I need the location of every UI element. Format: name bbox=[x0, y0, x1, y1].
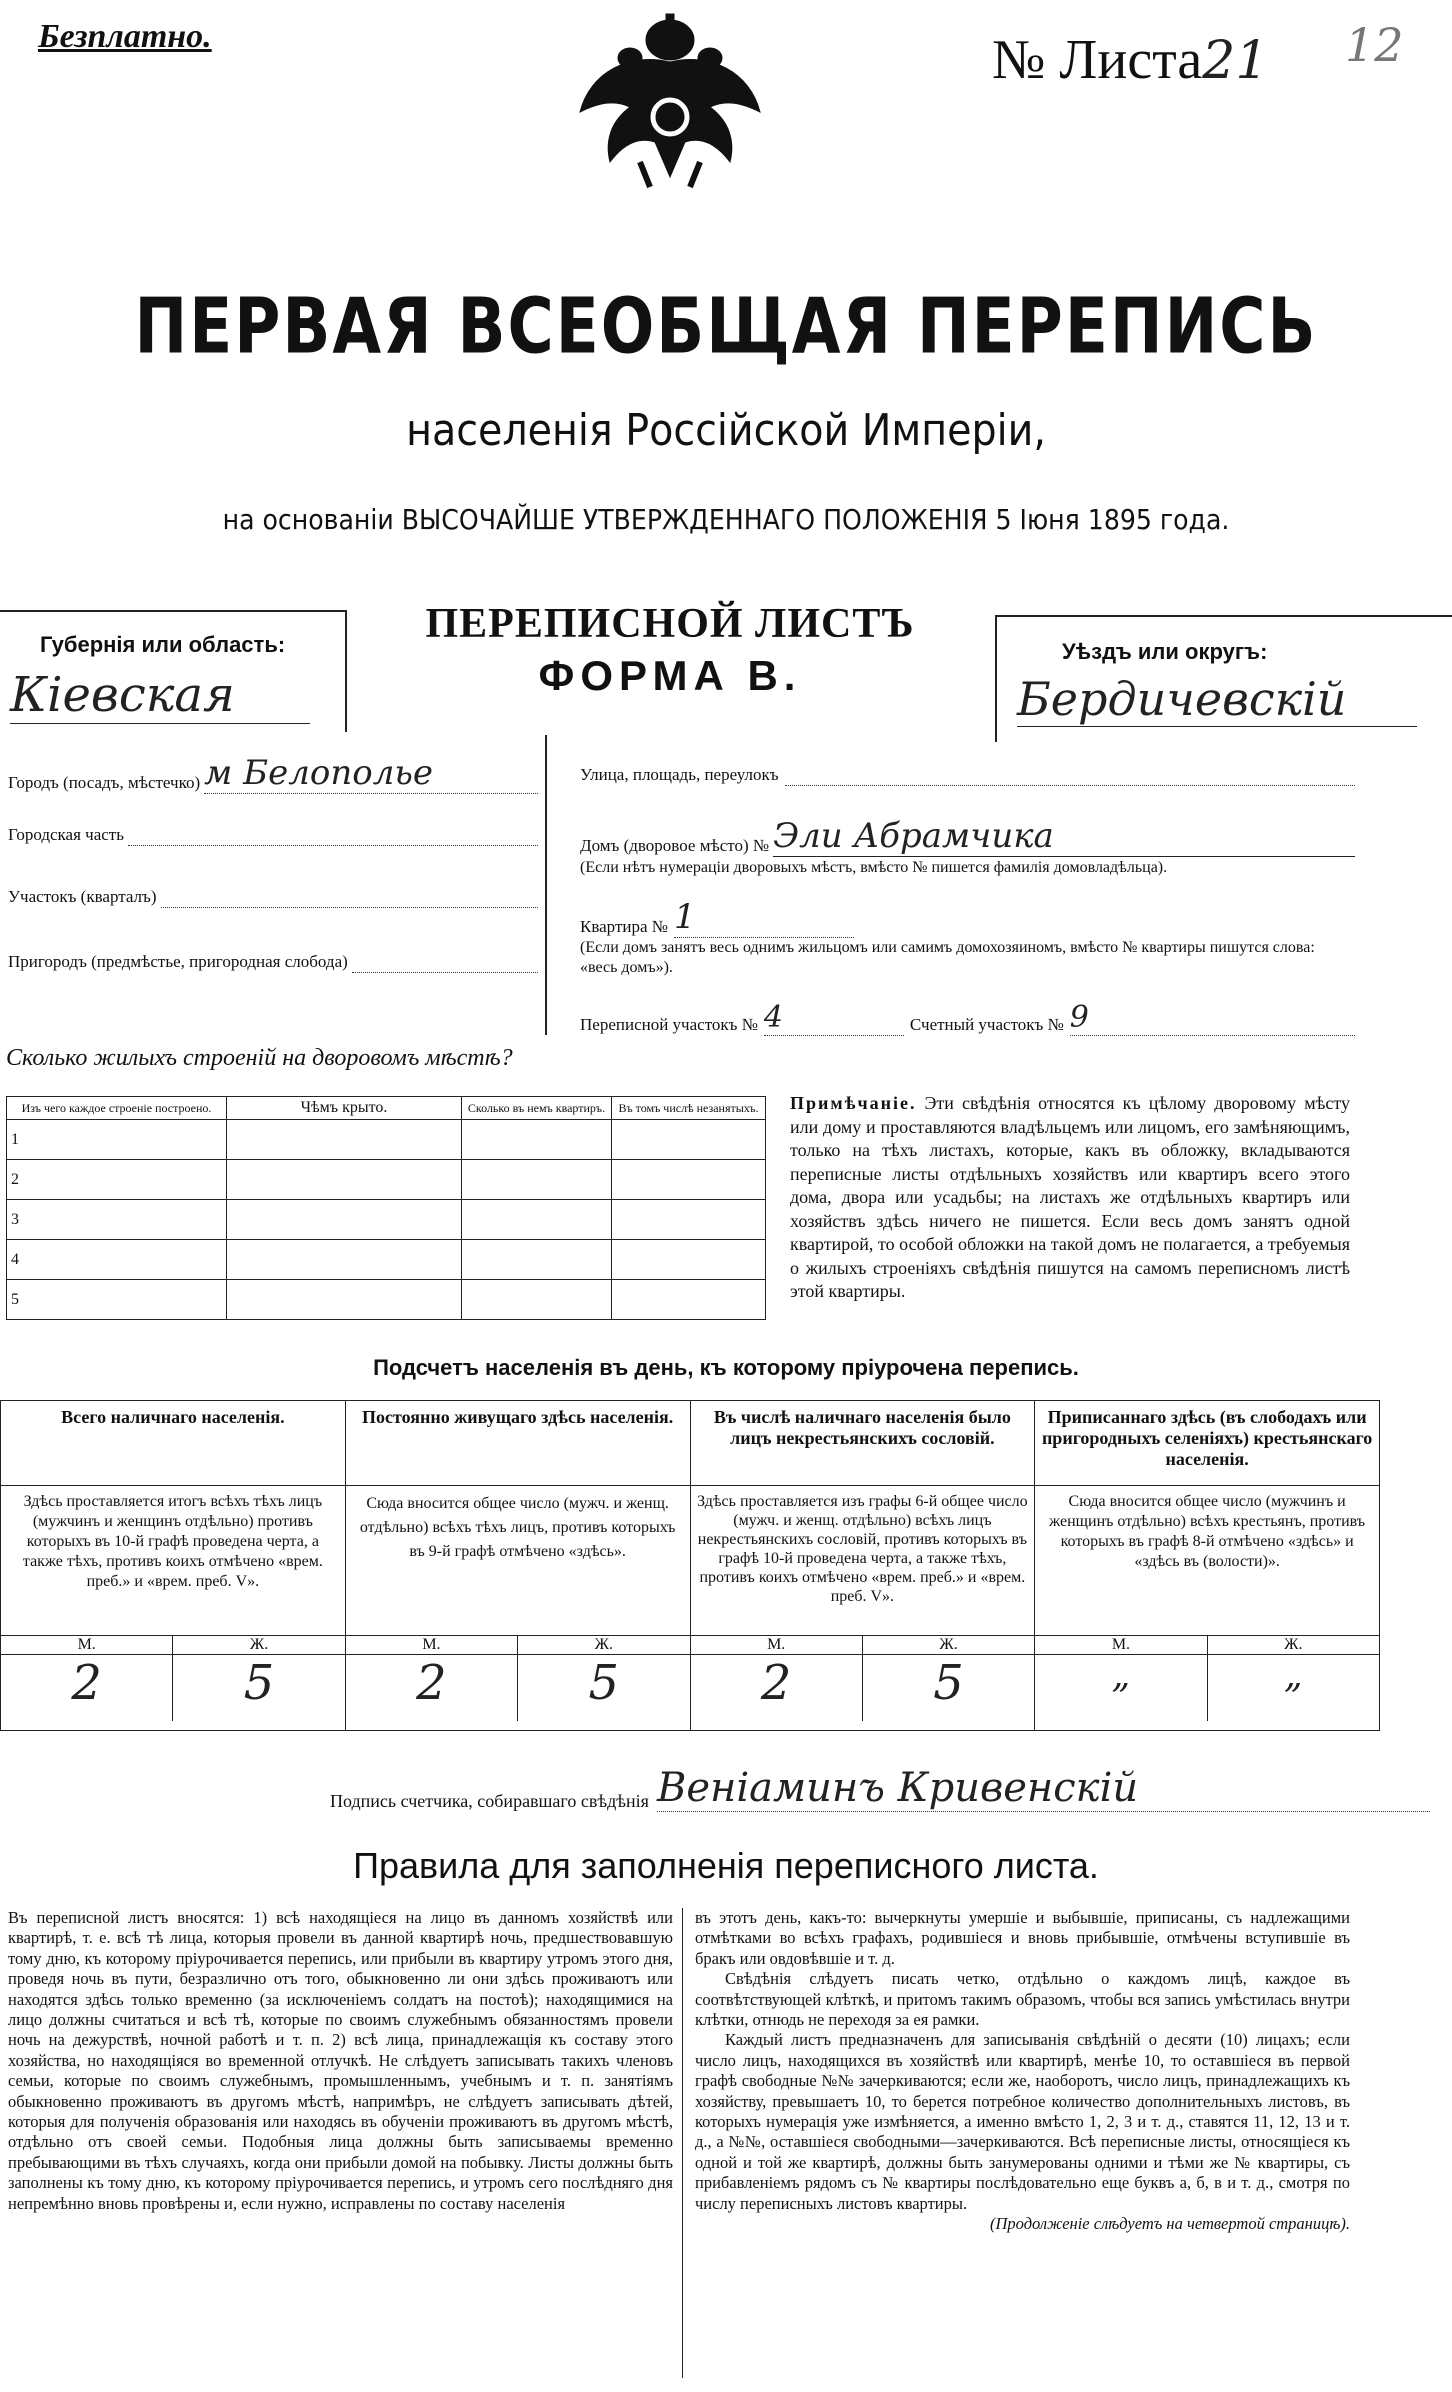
population-count-table bbox=[0, 1400, 1380, 1731]
count-head-nonpeasant: Въ числѣ наличнаго населенія было лицъ некрестьянскихъ сословій. bbox=[690, 1401, 1035, 1486]
field-apartment-label: Квартира № bbox=[580, 917, 669, 936]
count-cell-permanent bbox=[345, 1636, 690, 1731]
count-desc-permanent: Сюда вносится общее число (мужч. и женщ. отдѣльно) всѣхъ тѣхъ лицъ, противъ которыхъ въ 9-й графѣ отмѣчено «здѣсь». bbox=[345, 1486, 690, 1636]
permanent-male-value: 2 bbox=[346, 1655, 518, 1721]
count-area-value: 9 bbox=[1070, 1000, 1355, 1036]
buildings-col-apartments: Сколько въ немъ квартиръ. bbox=[462, 1097, 612, 1120]
corner-mark: 12 bbox=[1345, 18, 1404, 72]
field-house-value: Эли Абрамчика bbox=[773, 816, 1355, 857]
present-male-value: 2 bbox=[1, 1655, 173, 1721]
table-row bbox=[7, 1200, 766, 1240]
field-street-value bbox=[785, 785, 1355, 786]
gubernia-value: Кіевская bbox=[10, 667, 310, 724]
m-label: М. bbox=[346, 1636, 518, 1654]
f-label: Ж. bbox=[939, 1636, 958, 1653]
census-area-value: 4 bbox=[764, 1000, 904, 1036]
count-desc-nonpeasant: Здѣсь проставляется изъ графы 6-й общее число (мужч. и женщ. отдѣльно) всѣхъ лицъ некрестьянскихъ сословій, противъ которыхъ въ графѣ 10-й проведена черта, а также тѣхъ, противъ коихъ отмѣчено «врем. преб.» и «врем. преб. V». bbox=[690, 1486, 1035, 1636]
note-text: Эти свѣдѣнія относятся къ цѣлому дворовому мѣсту или дому и проставляются владѣльцемъ или лицомъ, его замѣняющимъ, только на тѣхъ листахъ, которые, какъ въ обложку, вкладываются переписные листы отдѣльныхъ хозяйствъ или квартиръ всего этого дома, двора или усадьбы; на листахъ же отдѣльныхъ квартиръ или хозяйствъ здѣсь ничего не пишется. Если весь домъ занятъ одной квартирой, то особой обложки на такой домъ не полагается, а требуемыя о жилыхъ строеніяхъ свѣдѣнія пишутся на самомъ переписномъ листѣ этой квартиры. bbox=[790, 1093, 1350, 1301]
table-row bbox=[7, 1160, 766, 1200]
coat-of-arms-emblem bbox=[560, 12, 780, 192]
count-desc-present: Здѣсь проставляется итогъ всѣхъ тѣхъ лицъ (мужчинъ и женщинъ отдѣльно) противъ которыхъ въ 10-й графѣ проведена черта, а также тѣхъ, противъ коихъ отмѣчено «врем. преб.» и «врем. преб. V». bbox=[1, 1486, 346, 1636]
count-head-permanent: Постоянно живущаго здѣсь населенія. bbox=[345, 1401, 690, 1486]
field-city-part-value bbox=[128, 823, 538, 846]
field-city-part bbox=[8, 823, 538, 846]
sheet-title: ПЕРЕПИСНОЙ ЛИСТЪ bbox=[425, 601, 915, 647]
rules-right-p2: Свѣдѣнія слѣдуетъ писать четко, отдѣльно о каждомъ лицѣ, каждое въ соотвѣтствующей клѣткѣ, и притомъ такимъ образомъ, чтобы вся запись умѣстилась внутри клѣтки, отнюдь не переходя за ея рамки. bbox=[695, 1969, 1350, 2030]
field-apartment-value: 1 bbox=[674, 897, 854, 938]
count-cell-peasant bbox=[1035, 1636, 1380, 1731]
field-street bbox=[580, 760, 1355, 786]
present-female-value: 5 bbox=[243, 1655, 275, 1711]
main-title: ПЕРВАЯ ВСЕОБЩАЯ ПЕРЕПИСЬ bbox=[134, 280, 1318, 372]
count-head-present: Всего наличнаго населенія. bbox=[1, 1401, 346, 1486]
apartment-note: (Если домъ занятъ весь однимъ жильцомъ или самимъ домохозяиномъ, вмѣсто № квартиры пишутся слова: «весь домъ»). bbox=[580, 939, 1315, 976]
sheet-number-value: 21 bbox=[1202, 31, 1269, 91]
table-row bbox=[7, 1120, 766, 1160]
peasant-female-value: „ bbox=[1283, 1655, 1303, 1696]
buildings-table bbox=[6, 1096, 766, 1320]
enumerator-signature bbox=[330, 1765, 1430, 1812]
rules-right-p3: Каждый листъ предназначенъ для записыванія свѣдѣній о десяти (10) лицахъ; если число лицъ, находящихся въ хозяйствѣ или квартирѣ, менѣе 10, то оставшіеся въ первой графѣ свободные №№ зачеркиваются; если же, наоборотъ, число лицъ, принадлежащихъ къ хозяйству, превышаетъ 10, то берется потребное количество дополнительныхъ листовъ, въ которыхъ нумерація уже измѣняется, а именно вмѣсто 1, 2, 3 и т. д., ставятся 11, 12, 13 и т. д., а №№, оставшіеся свободными—зачеркиваются. Всѣ переписные листы, относящіеся къ одной и той же квартирѣ, должны быть занумерованы одними и тѣми же № квартиры, съ прибавленіемъ рядомъ съ № квартиры послѣдовательно еще буквъ а, б, в и т. д., смотря по числу переписныхъ листовъ квартиры. bbox=[695, 2030, 1350, 2213]
field-suburb-value bbox=[352, 950, 538, 973]
field-city-value: м Белополье bbox=[204, 753, 538, 794]
buildings-col-vacant: Въ томъ числѣ незанятыхъ. bbox=[612, 1097, 766, 1120]
field-house-label: Домъ (дворовое мѣсто) № bbox=[580, 836, 770, 855]
f-label: Ж. bbox=[594, 1636, 613, 1653]
count-head-peasant: Приписаннаго здѣсь (въ слободахъ или пригородныхъ селеніяхъ) крестьянскаго населенія. bbox=[1035, 1401, 1380, 1486]
row-number: 1 bbox=[7, 1120, 227, 1160]
peasant-male-value: „ bbox=[1035, 1655, 1207, 1721]
row-number: 3 bbox=[7, 1200, 227, 1240]
count-area-label: Счетный участокъ № bbox=[909, 1015, 1064, 1034]
buildings-note bbox=[790, 1092, 1350, 1304]
field-suburb bbox=[8, 950, 538, 973]
m-label: М. bbox=[1035, 1636, 1207, 1654]
f-label: Ж. bbox=[249, 1636, 269, 1653]
uezd-value: Бердичевскій bbox=[1017, 672, 1417, 727]
field-house bbox=[580, 816, 1355, 857]
count-desc-peasant: Сюда вносится общее число (мужчинъ и женщинъ отдѣльно) всѣхъ крестьянъ, противъ которыхъ въ графѣ 8-й отмѣчено «здѣсь» и «здѣсь въ (волости)». bbox=[1035, 1486, 1380, 1636]
m-label: М. bbox=[1, 1636, 173, 1654]
field-district bbox=[8, 885, 538, 908]
free-label: Безплатно. bbox=[38, 18, 212, 55]
field-suburb-label: Пригородъ (предмѣстье, пригородная слобода) bbox=[8, 952, 348, 971]
census-area-label: Переписной участокъ № bbox=[580, 1015, 758, 1034]
location-right-fields bbox=[580, 760, 1355, 1036]
row-number: 5 bbox=[7, 1280, 227, 1320]
field-census-areas bbox=[580, 1000, 1355, 1036]
note-title: Примѣчаніе. bbox=[790, 1093, 917, 1113]
rules-right-p1: въ этотъ день, какъ-то: вычеркнуты умершіе и выбывшіе, приписаны, съ надлежащими отмѣтками во всѣхъ графахъ, родившіеся и вновь прибывшіе, отмѣчены вступившіе въ бракъ или овдовѣвшіе и т. д. bbox=[695, 1908, 1350, 1968]
rules-continued: (Продолженіе слѣдуетъ на четвертой страницѣ). bbox=[990, 2214, 1350, 2234]
field-apartment bbox=[580, 897, 1355, 938]
house-note: (Если нѣтъ нумераціи дворовыхъ мѣстъ, вмѣсто № пишется фамилія домовладѣльца). bbox=[580, 859, 1168, 876]
gubernia-label: Губернія или область: bbox=[40, 632, 286, 657]
sheet-number bbox=[992, 28, 1268, 91]
f-label: Ж. bbox=[1284, 1636, 1303, 1653]
rules-right-column bbox=[695, 1908, 1350, 2235]
field-city bbox=[8, 753, 538, 794]
count-title: Подсчетъ населенія въ день, къ которому пріурочена перепись. bbox=[373, 1355, 1079, 1380]
sheet-title-box bbox=[345, 600, 995, 700]
subtitle: населенія Россійской Имперіи, bbox=[406, 405, 1046, 456]
form-name: ФОРМА В. bbox=[538, 652, 802, 699]
rules-left-column: Въ переписной листъ вносятся: 1) всѣ находящіеся на лицо въ данномъ хозяйствѣ или квартирѣ, т. е. всѣ тѣ лица, которыя провели въ данной квартирѣ ночь, предшествовавшую тому дню, къ которому пріурочивается перепись, или прибыли въ квартиру утромъ этого дня, проведя ночь въ пути, безразлично отъ того, обыкновенно ли они здѣсь проживаютъ или находятся здѣсь только временно (за исключеніемъ солдатъ на постоѣ); находящимися на лицо должны считаться и всѣ тѣ, которые по своимъ служебнымъ обязанностямъ провели ночь на дежурствѣ, ночной работѣ и т. п. 2) всѣ лица, принадлежащія къ составу этого хозяйства, но находящіяся во временной отлучкѣ. Не слѣдуетъ записывать такихъ членовъ семьи, которые по своимъ служебнымъ, промышленнымъ, учебнымъ и т. п. занятіямъ обыкновенно проживаютъ въ другомъ мѣстѣ, напримѣръ, не слѣдуетъ записывать дѣтей, которыя для полученія образованія или находясь въ обученіи проживаютъ въ другомъ мѣстѣ, отдѣльно отъ своей семьи. Подобныя лица должны быть записываемы временно пребывающими въ тѣхъ случаяхъ, когда они прибыли домой на побывку. Листы должны быть заполнены къ тому дню, къ которому пріурочивается перепись, и утромъ сего послѣдняго дня непремѣнно вновь провѣрены и, если нужно, исправлены по составу населенія bbox=[8, 1908, 673, 2213]
field-street-label: Улица, площадь, переулокъ bbox=[580, 765, 779, 784]
uezd-label: Уѣздъ или округъ: bbox=[1062, 639, 1268, 664]
buildings-col-roof: Чѣмъ крыто. bbox=[227, 1097, 462, 1120]
buildings-question: Сколько жилыхъ строеній на дворовомъ мѣстѣ? bbox=[6, 1045, 513, 1071]
location-left-fields bbox=[0, 735, 547, 1035]
uezd-box bbox=[995, 615, 1452, 742]
table-row bbox=[7, 1280, 766, 1320]
field-city-label: Городъ (посадъ, мѣстечко) bbox=[8, 773, 201, 792]
field-district-value bbox=[161, 885, 539, 908]
rules-divider bbox=[682, 1908, 683, 2378]
decree-line: на основаніи ВЫСОЧАЙШЕ УТВЕРЖДЕННАГО ПОЛОЖЕНІЯ 5 Іюня 1895 года. bbox=[222, 503, 1230, 536]
row-number: 4 bbox=[7, 1240, 227, 1280]
row-number: 2 bbox=[7, 1160, 227, 1200]
field-district-label: Участокъ (кварталъ) bbox=[8, 887, 157, 906]
m-label: М. bbox=[691, 1636, 863, 1654]
signature-label: Подпись счетчика, собиравшаго свѣдѣнія bbox=[330, 1791, 649, 1811]
count-cell-nonpeasant bbox=[690, 1636, 1035, 1731]
nonpeasant-female-value: 5 bbox=[933, 1655, 964, 1711]
sheet-number-label: № Листа bbox=[992, 29, 1203, 91]
buildings-col-material: Изъ чего каждое строеніе построено. bbox=[7, 1097, 227, 1120]
gubernia-box bbox=[0, 610, 347, 732]
rules-title: Правила для заполненія переписного листа. bbox=[353, 1845, 1099, 1886]
permanent-female-value: 5 bbox=[588, 1655, 620, 1711]
table-row bbox=[7, 1240, 766, 1280]
signature-value: Веніаминъ Кривенскій bbox=[657, 1765, 1430, 1812]
field-city-part-label: Городская часть bbox=[8, 825, 124, 844]
nonpeasant-male-value: 2 bbox=[691, 1655, 863, 1721]
count-cell-present bbox=[1, 1636, 346, 1731]
